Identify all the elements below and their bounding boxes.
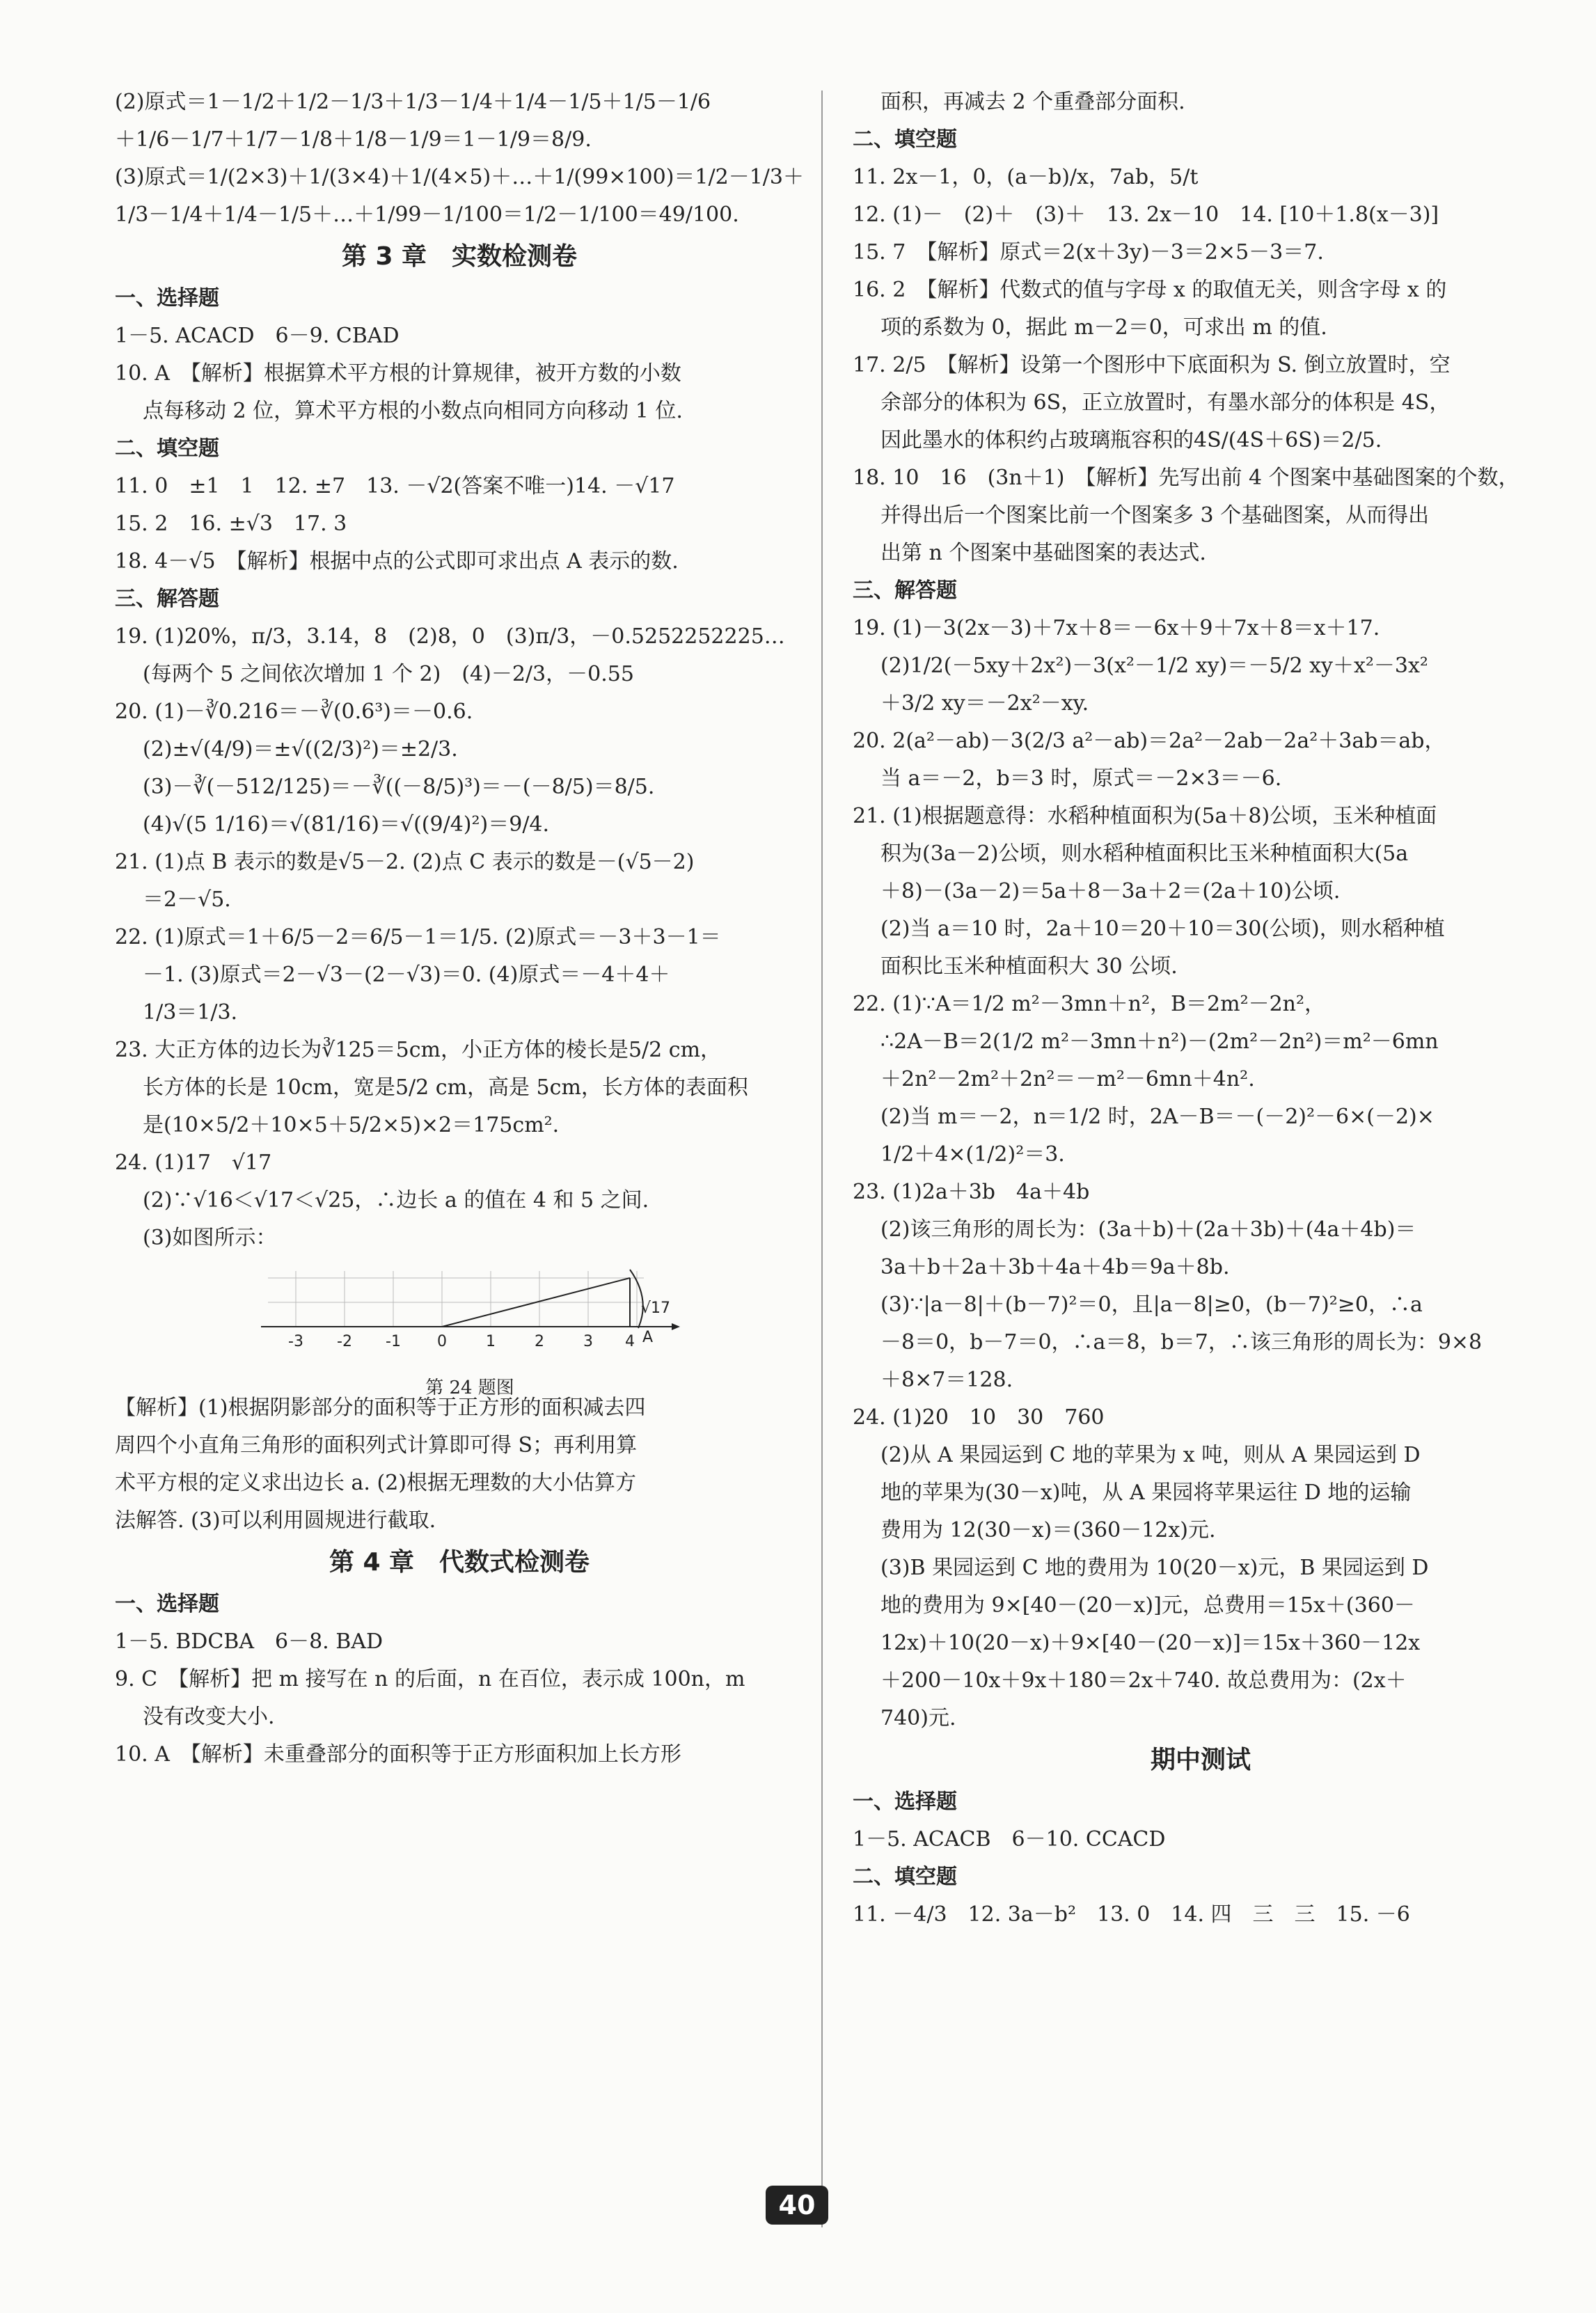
left-column bbox=[115, 84, 804, 1774]
answer-line: ＋200－10x＋9x＋180＝2x＋740. 故总费用为：(2x＋ bbox=[880, 1668, 1407, 1693]
answer-line: (3)－∛(－512/125)＝－∛((－8/5)³)＝－(－8/5)＝8/5. bbox=[143, 775, 655, 799]
answer-line: 1－5. ACACD 6－9. CBAD bbox=[115, 324, 400, 348]
answer-line: 15. 2 16. ±√3 17. 3 bbox=[115, 512, 347, 536]
number-line-svg bbox=[254, 1264, 686, 1361]
answer-line: (2)该三角形的周长为：(3a＋b)＋(2a＋3b)＋(4a＋4b)＝ bbox=[880, 1217, 1416, 1242]
analysis-line: 法解答. (3)可以利用圆规进行截取. bbox=[115, 1508, 436, 1533]
answer-line: －8＝0，b－7＝0，∴a＝8，b＝7，∴该三角形的周长为：9×8 bbox=[880, 1330, 1483, 1355]
answer-line: (4)√(5 1/16)＝√(81/16)＝√((9/4)²)＝9/4. bbox=[143, 812, 550, 837]
text-line: ＋1/6－1/7＋1/7－1/8＋1/8－1/9＝1－1/9＝8/9. bbox=[115, 127, 592, 152]
tick-label: -1 bbox=[386, 1333, 401, 1350]
column-divider bbox=[821, 90, 823, 2227]
answer-line: 11. 2x－1，0，(a－b)/x，7ab，5/t bbox=[853, 165, 1199, 189]
answer-line: 费用为 12(30－x)＝(360－12x)元. bbox=[880, 1518, 1216, 1542]
answer-line: 18. 10 16 (3n＋1) 【解析】先写出前 4 个图案中基础图案的个数， bbox=[853, 466, 1519, 490]
sqrt17-label: √17 bbox=[641, 1300, 671, 1317]
answer-line: 1－5. BDCBA 6－8. BAD bbox=[115, 1629, 384, 1654]
section-heading: 三、解答题 bbox=[853, 578, 957, 603]
answer-line: 22. (1)∵A＝1/2 m²－3mn＋n²，B＝2m²－2n²， bbox=[853, 992, 1326, 1016]
answer-line: (2)±√(4/9)＝±√((2/3)²)＝±2/3. bbox=[143, 737, 458, 761]
page-number: 40 bbox=[766, 2186, 828, 2225]
point-label: A bbox=[642, 1329, 654, 1346]
answer-line: 19. (1)－3(2x－3)＋7x＋8＝－6x＋9＋7x＋8＝x＋17. bbox=[853, 616, 1380, 640]
answer-line: 1－5. ACACB 6－10. CCACD bbox=[853, 1827, 1166, 1852]
answer-line: 24. (1)17 √17 bbox=[115, 1151, 272, 1175]
answer-line: 点每移动 2 位，算术平方根的小数点向相同方向移动 1 位. bbox=[143, 399, 683, 423]
answer-line: 16. 2 【解析】代数式的值与字母 x 的取值无关，则含字母 x 的 bbox=[853, 278, 1447, 302]
answer-line: (2)当 a＝10 时，2a＋10＝20＋10＝30(公顷)，则水稻种植 bbox=[880, 917, 1445, 941]
answer-line: 出第 n 个图案中基础图案的表达式. bbox=[880, 541, 1206, 565]
answer-line: 22. (1)原式＝1＋6/5－2＝6/5－1＝1/5. (2)原式＝－3＋3－1＝ bbox=[115, 925, 721, 949]
answer-line: ＋8)－(3a－2)＝5a＋8－3a＋2＝(2a＋10)公顷. bbox=[880, 879, 1341, 903]
answer-line: 15. 7 【解析】原式＝2(x＋3y)－3＝2×5－3＝7. bbox=[853, 240, 1324, 265]
answer-line: ∴2A－B＝2(1/2 m²－3mn＋n²)－(2m²－2n²)＝m²－6mn bbox=[880, 1029, 1439, 1054]
answer-line: 21. (1)点 B 表示的数是√5－2. (2)点 C 表示的数是－(√5－2) bbox=[115, 850, 695, 874]
answer-line: 并得出后一个图案比前一个图案多 3 个基础图案，从而得出 bbox=[880, 503, 1430, 528]
answer-line: 20. (1)－∛0.216＝－∛(0.6³)＝－0.6. bbox=[115, 700, 473, 724]
answer-line: 没有改变大小. bbox=[143, 1705, 275, 1729]
answer-line: (每两个 5 之间依次增加 1 个 2) (4)－2/3，－0.55 bbox=[143, 662, 634, 686]
section-heading: 一、选择题 bbox=[115, 1592, 219, 1616]
answer-line: 10. A 【解析】未重叠部分的面积等于正方形面积加上长方形 bbox=[115, 1742, 681, 1767]
answer-line: 11. 0 ±1 1 12. ±7 13. －√2(答案不唯一)14. －√17 bbox=[115, 474, 675, 498]
answer-line: 18. 4－√5 【解析】根据中点的公式即可求出点 A 表示的数. bbox=[115, 549, 679, 574]
answer-line: 19. (1)20%，π/3，3.14，8 (2)8，0 (3)π/3，－0.5252252225… bbox=[115, 624, 785, 649]
tick-label: 2 bbox=[535, 1333, 544, 1350]
section-heading: 一、选择题 bbox=[853, 1790, 957, 1814]
answer-line: 740)元. bbox=[880, 1706, 956, 1730]
section-heading: 二、填空题 bbox=[853, 1865, 957, 1889]
answer-line: 1/2＋4×(1/2)²＝3. bbox=[880, 1142, 1065, 1167]
answer-line: ＋2n²－2m²＋2n²＝－m²－6mn＋4n². bbox=[880, 1067, 1255, 1091]
answer-line: 11. －4/3 12. 3a－b² 13. 0 14. 四 三 三 15. －6 bbox=[853, 1902, 1410, 1927]
answer-line: 23. 大正方体的边长为∛125＝5cm，小正方体的棱长是5/2 cm， bbox=[115, 1038, 722, 1062]
analysis-line: 术平方根的定义求出边长 a. (2)根据无理数的大小估算方 bbox=[115, 1471, 636, 1495]
answer-line: 余部分的体积为 6S，正立放置时，有墨水部分的体积是 4S， bbox=[880, 390, 1451, 415]
answer-line: 24. (1)20 10 30 760 bbox=[853, 1405, 1105, 1430]
tick-label: 4 bbox=[625, 1333, 635, 1350]
tick-label: 0 bbox=[437, 1333, 447, 1350]
answer-line: 面积，再减去 2 个重叠部分面积. bbox=[880, 90, 1185, 114]
tick-label: -2 bbox=[337, 1333, 352, 1350]
analysis-line: 周四个小直角三角形的面积列式计算即可得 S；再利用算 bbox=[115, 1433, 638, 1458]
section-heading: 二、填空题 bbox=[853, 127, 957, 152]
answer-line: 3a＋b＋2a＋3b＋4a＋4b＝9a＋8b. bbox=[880, 1255, 1230, 1279]
chapter-4-title: 第 4 章 代数式检测卷 bbox=[329, 1548, 590, 1577]
answer-line: 20. 2(a²－ab)－3(2/3 a²－ab)＝2a²－2ab－2a²＋3ab＝ab， bbox=[853, 729, 1446, 753]
answer-line: 1/3＝1/3. bbox=[143, 1000, 238, 1025]
answer-line: (2)1/2(－5xy＋2x²)－3(x²－1/2 xy)＝－5/2 xy＋x²－3x² bbox=[880, 654, 1428, 678]
figure-caption: 第 24 题图 bbox=[425, 1377, 514, 1398]
answer-line: 长方体的长是 10cm，宽是5/2 cm，高是 5cm，长方体的表面积 bbox=[143, 1075, 748, 1100]
tick-label: 3 bbox=[583, 1333, 593, 1350]
text-line: (3)原式＝1/(2×3)＋1/(3×4)＋1/(4×5)＋…＋1/(99×100)＝1/2－1/3＋ bbox=[115, 165, 804, 189]
section-heading: 三、解答题 bbox=[115, 587, 219, 611]
answer-line: 地的费用为 9×[40－(20－x)]元，总费用＝15x＋(360－ bbox=[880, 1593, 1415, 1618]
right-column bbox=[853, 84, 1549, 1934]
answer-line: (2)当 m＝－2，n＝1/2 时，2A－B＝－(－2)²－6×(－2)× bbox=[880, 1105, 1435, 1129]
midterm-title: 期中测试 bbox=[1150, 1746, 1251, 1774]
answer-line: (2)∵√16＜√17＜√25，∴边长 a 的值在 4 和 5 之间. bbox=[143, 1188, 649, 1213]
answer-line: 是(10×5/2＋10×5＋5/2×5)×2＝175cm². bbox=[143, 1113, 560, 1137]
answer-line: ＋3/2 xy＝－2x²－xy. bbox=[880, 691, 1089, 716]
answer-line: (3)如图所示： bbox=[143, 1226, 277, 1250]
answer-line: 17. 2/5 【解析】设第一个图形中下底面积为 S. 倒立放置时，空 bbox=[853, 353, 1451, 377]
answer-line: 积为(3a－2)公顷，则水稻种植面积比玉米种植面积大(5a bbox=[880, 842, 1409, 866]
answer-line: 21. (1)根据题意得：水稻种植面积为(5a＋8)公顷，玉米种植面 bbox=[853, 804, 1437, 828]
answer-line: －1. (3)原式＝2－√3－(2－√3)＝0. (4)原式＝－4＋4＋ bbox=[143, 963, 670, 987]
answer-line: 当 a＝－2，b＝3 时，原式＝－2×3＝－6. bbox=[880, 766, 1282, 791]
section-heading: 一、选择题 bbox=[115, 286, 219, 310]
answer-line: 因此墨水的体积约占玻璃瓶容积的4S/(4S＋6S)＝2/5. bbox=[880, 428, 1382, 452]
section-heading: 二、填空题 bbox=[115, 436, 219, 461]
answer-line: (2)从 A 果园运到 C 地的苹果为 x 吨，则从 A 果园运到 D bbox=[880, 1443, 1421, 1467]
answer-line: 面积比玉米种植面积大 30 公顷. bbox=[880, 954, 1178, 979]
tick-label: 1 bbox=[486, 1333, 496, 1350]
number-line-figure bbox=[254, 1264, 686, 1398]
analysis-line: 【解析】(1)根据阴影部分的面积等于正方形的面积减去四 bbox=[115, 1396, 646, 1420]
answer-line: 10. A 【解析】根据算术平方根的计算规律，被开方数的小数 bbox=[115, 361, 681, 386]
answer-line: ＋8×7＝128. bbox=[880, 1368, 1013, 1392]
answer-line: 9. C 【解析】把 m 接写在 n 的后面，n 在百位，表示成 100n，m bbox=[115, 1667, 745, 1691]
answer-line: 地的苹果为(30－x)吨，从 A 果园将苹果运往 D 地的运输 bbox=[880, 1481, 1412, 1505]
tick-label: -3 bbox=[288, 1333, 303, 1350]
answer-line: 23. (1)2a＋3b 4a＋4b bbox=[853, 1180, 1090, 1204]
answer-line: ＝2－√5. bbox=[143, 887, 231, 912]
answer-line: (3)∵|a－8|＋(b－7)²＝0，且|a－8|≥0，(b－7)²≥0，∴a bbox=[880, 1293, 1423, 1317]
answer-line: 12x)＋10(20－x)＋9×[40－(20－x)]＝15x＋360－12x bbox=[880, 1631, 1421, 1655]
text-line: (2)原式＝1－1/2＋1/2－1/3＋1/3－1/4＋1/4－1/5＋1/5－1/6 bbox=[115, 90, 711, 114]
answer-line: (3)B 果园运到 C 地的费用为 10(20－x)元，B 果园运到 D bbox=[880, 1556, 1429, 1580]
text-line: 1/3－1/4＋1/4－1/5＋…＋1/99－1/100＝1/2－1/100＝49/100. bbox=[115, 203, 739, 227]
answer-line: 项的系数为 0，据此 m－2＝0，可求出 m 的值. bbox=[880, 315, 1327, 340]
answer-line: 12. (1)－ (2)＋ (3)＋ 13. 2x－10 14. [10＋1.8(x－3)] bbox=[853, 203, 1439, 227]
chapter-3-title: 第 3 章 实数检测卷 bbox=[341, 242, 578, 271]
